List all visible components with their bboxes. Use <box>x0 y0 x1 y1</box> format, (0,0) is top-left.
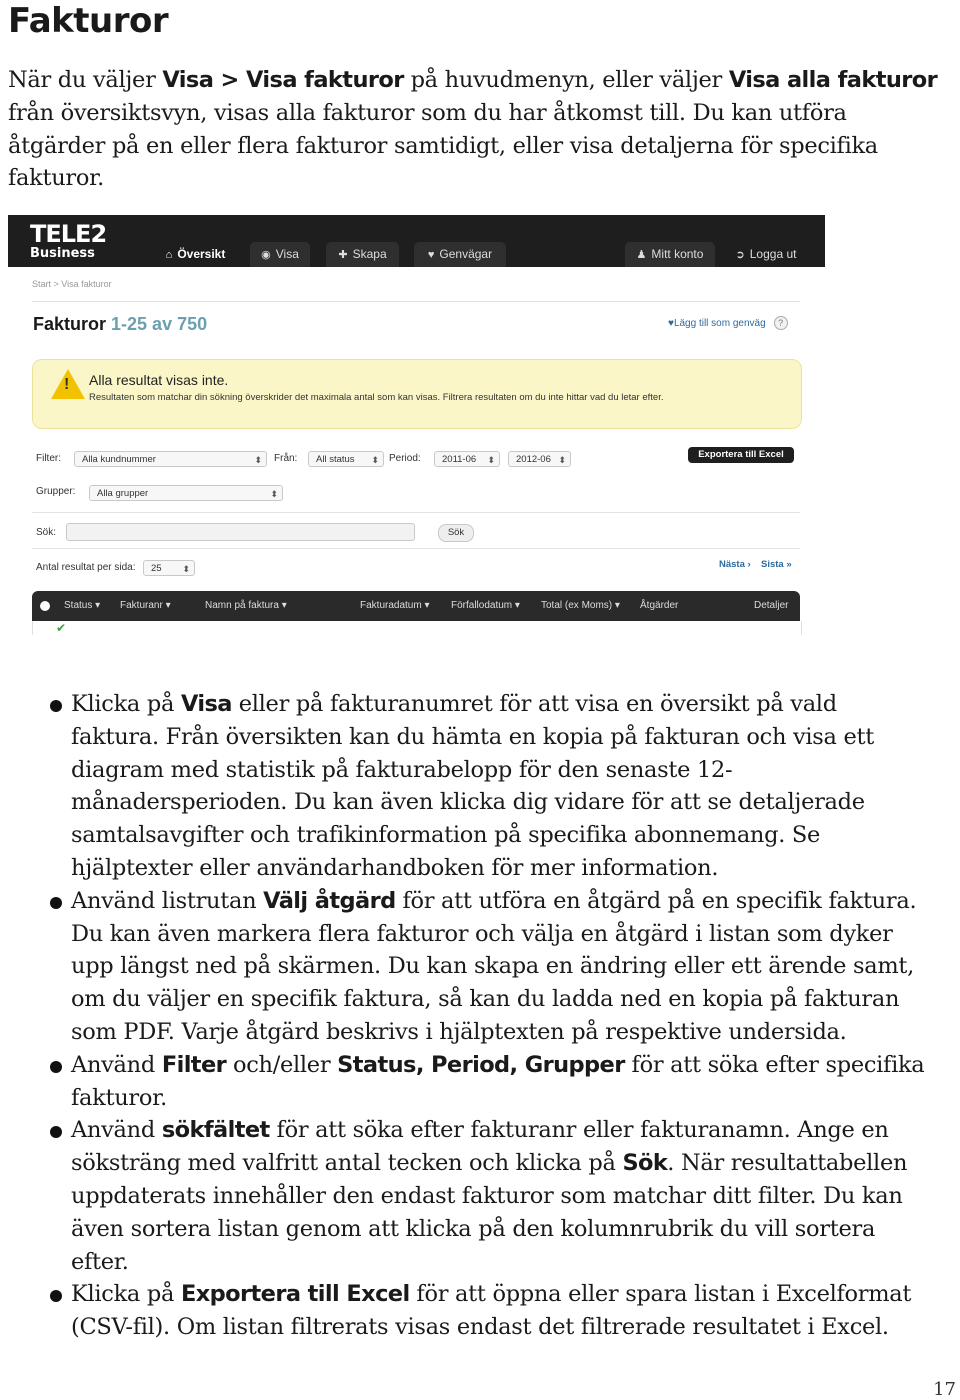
bullet-text: Använd <box>71 1117 162 1144</box>
nav-logga-ut[interactable] <box>724 242 808 267</box>
filter-select[interactable]: Alla kundnummer ⬍ <box>74 451 267 467</box>
next-page-link[interactable]: Nästa › <box>719 559 751 570</box>
column-header-detaljer: Detaljer <box>754 600 789 611</box>
bullet-text: för att söka efter fakturanr eller fakturanamn. Ange en söksträng med valfritt antal tecken och klicka på <box>71 1117 889 1177</box>
bullet-icon <box>50 1061 62 1073</box>
result-count: 1-25 av 750 <box>111 314 208 334</box>
period-label: Period: <box>389 453 421 464</box>
nav-visa[interactable] <box>250 242 310 267</box>
column-header-total[interactable]: Total (ex Moms) ▾ <box>541 600 620 611</box>
list-item <box>71 688 931 885</box>
bullet-bold: Filter <box>161 1051 227 1078</box>
top-nav-bar <box>8 215 825 267</box>
bullet-bold: Sök <box>622 1150 668 1177</box>
home-icon: ⌂ <box>165 249 173 261</box>
column-header-namn[interactable]: Namn på faktura ▾ <box>205 600 287 611</box>
logout-icon: ➲ <box>735 249 745 261</box>
bullet-icon <box>50 1290 62 1302</box>
logo-text: TELE2 <box>30 220 107 248</box>
title-text: Fakturor <box>33 314 107 334</box>
per-page-label: Antal resultat per sida: <box>36 562 136 573</box>
bullet-text: och/eller <box>226 1051 338 1078</box>
nav-label: Visa <box>275 247 299 261</box>
bullet-text: för att öppna eller spara listan i Excelformat (CSV-fil). Om listan filtrerats visas endast det filtrerade resultatet i Excel. <box>71 1281 912 1341</box>
bullet-icon <box>50 1126 62 1138</box>
intro-text: från översiktsvyn, visas alla fakturor som du har åtkomst till. Du kan utföra åtgärder på en eller flera fakturor samtidigt, eller visa detaljerna för specifika fakturor. <box>8 99 878 192</box>
warning-text: Resultaten som matchar din sökning överskrider det maximala antal som kan visas. Filtrera resultaten om du inte hittar vad du letar efter. <box>89 392 664 403</box>
table-row[interactable] <box>32 621 802 635</box>
nav-label: Skapa <box>352 247 387 261</box>
column-header-fakturadatum[interactable]: Fakturadatum ▾ <box>360 600 430 611</box>
warning-title: Alla resultat visas inte. <box>89 372 229 388</box>
help-icon[interactable]: ? <box>774 316 788 330</box>
nav-label: Översikt <box>177 247 226 261</box>
add-shortcut-link[interactable] <box>668 316 788 330</box>
divider <box>32 301 800 302</box>
nav-oversikt[interactable] <box>153 242 238 267</box>
bullet-text: . När resultattabellen uppdaterats innehåller den endast fakturor som matchar ditt filter. Du kan även sortera listan genom att klicka på den kolumnrubrik du vill sortera efter. <box>71 1150 908 1275</box>
invoice-table-header <box>32 591 800 621</box>
bullet-bold: sökfältet <box>161 1117 270 1144</box>
list-item <box>71 1114 931 1278</box>
bullet-text: Klicka på <box>71 1281 181 1308</box>
column-header-status[interactable]: Status ▾ <box>64 600 101 611</box>
heart-icon: ♥ <box>427 249 435 261</box>
bullet-text: eller på fakturanumret för att visa en översikt på vald faktura. Från översikten kan du hämta en kopia på fakturan och visa ett diagram med statistik på fakturabelopp för den senaste 12-månadersperioden. Du kan även klicka dig vidare för att se detaljerade samtalsavgifter och trafikinformation på specifika abonnemang. Se hjälptexter eller användarhandboken för mer information. <box>71 691 875 881</box>
export-excel-button[interactable]: Exportera till Excel <box>688 447 794 463</box>
fran-label: Från: <box>274 453 298 464</box>
period-from-select[interactable]: 2011-06 ⬍ <box>434 451 500 467</box>
list-item <box>71 1049 931 1115</box>
bullet-bold: Status, Period, Grupper <box>337 1051 625 1078</box>
checkmark-icon: ✔ <box>56 621 67 635</box>
divider <box>32 512 800 513</box>
select-all-radio[interactable] <box>40 601 50 611</box>
period-to-select[interactable]: 2012-06 ⬍ <box>508 451 571 467</box>
column-header-forfallodatum[interactable]: Förfallodatum ▾ <box>451 600 520 611</box>
page-number: 17 <box>933 1379 956 1400</box>
grupper-select[interactable]: Alla grupper ⬍ <box>89 485 283 501</box>
column-header-fakturanr[interactable]: Fakturanr ▾ <box>120 600 171 611</box>
bullet-text: Använd listrutan <box>71 887 264 914</box>
warning-box <box>32 359 802 429</box>
warning-icon: ! <box>51 369 85 399</box>
search-label: Sök: <box>36 527 57 538</box>
page-heading: Fakturor <box>8 1 169 41</box>
last-page-link[interactable]: Sista » <box>761 559 792 570</box>
bullet-icon <box>50 897 62 909</box>
per-page-select[interactable]: 25 ⬍ <box>143 560 195 576</box>
bullet-bold: Exportera till Excel <box>180 1281 410 1308</box>
app-screenshot <box>8 215 825 635</box>
nav-label: Logga ut <box>749 247 797 261</box>
heart-icon: ♥ <box>668 318 674 329</box>
nav-genvagar[interactable] <box>414 242 506 267</box>
bullet-text: för att utföra en åtgärd på en specifik faktura. Du kan även markera flera fakturor och välja en åtgärd i listan som dyker upp längst ned på skärmen. Du kan skapa en ändring eller ett ärende samt, om du väljer en specifik faktura, så kan du ladda ned en kopia på fakturan som PDF. Varje åtgärd beskrivs i hjälptexten på respektive undersida. <box>71 887 917 1045</box>
intro-text: på huvudmenyn, eller väljer <box>403 67 729 93</box>
breadcrumb[interactable]: Start > Visa fakturor <box>32 279 112 289</box>
plus-icon: ✚ <box>338 249 348 261</box>
bullet-text: Använd <box>71 1051 162 1078</box>
shortcut-label: Lägg till som genväg <box>673 318 766 329</box>
status-select[interactable]: All status ⬍ <box>308 451 384 467</box>
logo-subtext: Business <box>30 246 95 261</box>
bullet-bold: Välj åtgärd <box>263 887 396 914</box>
column-header-atgarder: Åtgärder <box>640 600 679 611</box>
search-button[interactable]: Sök <box>438 524 474 542</box>
tele2-business-logo <box>30 221 106 261</box>
eye-icon: ◉ <box>261 249 271 261</box>
nav-label: Mitt konto <box>651 247 704 261</box>
nav-label: Genvägar <box>439 247 493 261</box>
grupper-label: Grupper: <box>36 486 76 497</box>
search-input[interactable] <box>66 523 415 541</box>
divider <box>32 548 800 549</box>
page-title <box>33 314 207 335</box>
bullet-text: Klicka på <box>71 691 181 717</box>
intro-bold-all: Visa alla fakturor <box>728 67 938 93</box>
user-icon: ♟ <box>636 249 647 261</box>
list-item <box>71 1278 931 1344</box>
nav-mitt-konto[interactable] <box>625 242 715 267</box>
filter-label: Filter: <box>36 453 61 464</box>
intro-text: När du väljer <box>8 67 163 93</box>
bullet-icon <box>50 700 62 712</box>
bullet-bold: Visa <box>180 691 232 717</box>
bullet-text: för att söka efter specifika fakturor. <box>71 1051 925 1111</box>
intro-bold-menu: Visa > Visa fakturor <box>162 67 404 93</box>
list-item <box>71 885 931 1049</box>
nav-skapa[interactable] <box>326 242 399 267</box>
intro-paragraph <box>8 64 938 195</box>
